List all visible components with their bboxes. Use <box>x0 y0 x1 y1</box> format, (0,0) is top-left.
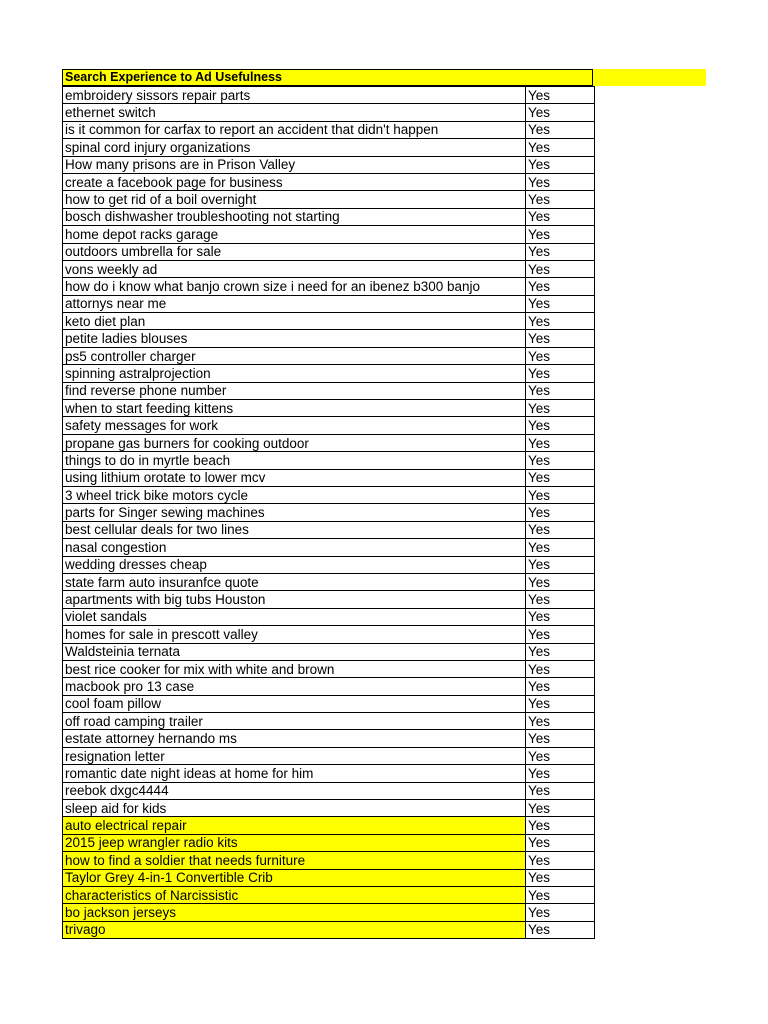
answer-cell[interactable]: Yes <box>526 417 595 434</box>
query-cell[interactable]: characteristics of Narcissistic <box>63 886 526 903</box>
answer-cell[interactable]: Yes <box>526 139 595 156</box>
table-row <box>63 869 595 886</box>
answer-cell[interactable]: Yes <box>526 486 595 503</box>
answer-cell[interactable]: Yes <box>526 678 595 695</box>
table-row <box>63 852 595 869</box>
table-row <box>63 713 595 730</box>
table-row <box>63 330 595 347</box>
query-cell[interactable]: parts for Singer sewing machines <box>63 504 526 521</box>
table-row <box>63 556 595 573</box>
table-row <box>63 139 595 156</box>
answer-cell[interactable]: Yes <box>526 643 595 660</box>
answer-cell[interactable]: Yes <box>526 817 595 834</box>
answer-cell[interactable]: Yes <box>526 243 595 260</box>
query-cell[interactable]: attornys near me <box>63 295 526 312</box>
query-cell[interactable]: create a facebook page for business <box>63 173 526 190</box>
table-row <box>63 208 595 225</box>
answer-cell[interactable]: Yes <box>526 573 595 590</box>
query-cell[interactable]: estate attorney hernando ms <box>63 730 526 747</box>
header-highlight-extension <box>593 69 706 86</box>
table-row <box>63 886 595 903</box>
answer-cell[interactable]: Yes <box>526 295 595 312</box>
answer-cell[interactable]: Yes <box>526 765 595 782</box>
query-cell[interactable]: best cellular deals for two lines <box>63 521 526 538</box>
answer-cell[interactable]: Yes <box>526 173 595 190</box>
table-row <box>63 486 595 503</box>
table-row <box>63 904 595 921</box>
table-row <box>63 608 595 625</box>
table-row <box>63 243 595 260</box>
table-row <box>63 782 595 799</box>
answer-cell[interactable]: Yes <box>526 660 595 677</box>
query-cell[interactable]: embroidery sissors repair parts <box>63 87 526 104</box>
query-cell[interactable]: is it common for carfax to report an accident that didn't happen <box>63 121 526 138</box>
query-cell[interactable]: how to find a soldier that needs furniture <box>63 852 526 869</box>
answer-cell[interactable]: Yes <box>526 904 595 921</box>
answer-cell[interactable]: Yes <box>526 800 595 817</box>
query-cell[interactable]: ethernet switch <box>63 104 526 121</box>
query-cell[interactable]: trivago <box>63 921 526 938</box>
table-row <box>63 452 595 469</box>
answer-cell[interactable]: Yes <box>526 852 595 869</box>
answer-cell[interactable]: Yes <box>526 452 595 469</box>
answer-cell[interactable]: Yes <box>526 226 595 243</box>
answer-cell[interactable]: Yes <box>526 191 595 208</box>
answer-cell[interactable]: Yes <box>526 608 595 625</box>
answer-cell[interactable]: Yes <box>526 400 595 417</box>
answer-cell[interactable]: Yes <box>526 695 595 712</box>
query-cell[interactable]: propane gas burners for cooking outdoor <box>63 434 526 451</box>
table-row <box>63 626 595 643</box>
table-row <box>63 765 595 782</box>
query-cell[interactable]: petite ladies blouses <box>63 330 526 347</box>
query-cell[interactable]: 2015 jeep wrangler radio kits <box>63 834 526 851</box>
table-row <box>63 156 595 173</box>
query-cell[interactable]: vons weekly ad <box>63 260 526 277</box>
answer-cell[interactable]: Yes <box>526 521 595 538</box>
query-cell[interactable]: nasal congestion <box>63 539 526 556</box>
answer-cell[interactable]: Yes <box>526 347 595 364</box>
query-cell[interactable]: ps5 controller charger <box>63 347 526 364</box>
query-cell[interactable]: How many prisons are in Prison Valley <box>63 156 526 173</box>
query-table <box>62 86 595 939</box>
query-cell[interactable]: bosch dishwasher troubleshooting not starting <box>63 208 526 225</box>
table-row <box>63 539 595 556</box>
answer-cell[interactable]: Yes <box>526 886 595 903</box>
query-cell[interactable]: homes for sale in prescott valley <box>63 626 526 643</box>
answer-cell[interactable]: Yes <box>526 313 595 330</box>
header-row <box>62 69 706 86</box>
answer-cell[interactable]: Yes <box>526 591 595 608</box>
table-row <box>63 260 595 277</box>
query-cell[interactable]: how to get rid of a boil overnight <box>63 191 526 208</box>
answer-cell[interactable]: Yes <box>526 730 595 747</box>
query-cell[interactable]: how do i know what banjo crown size i need for an ibenez b300 banjo <box>63 278 526 295</box>
table-row <box>63 643 595 660</box>
table-row <box>63 347 595 364</box>
spreadsheet <box>62 69 706 939</box>
query-cell[interactable]: find reverse phone number <box>63 382 526 399</box>
query-cell[interactable]: things to do in myrtle beach <box>63 452 526 469</box>
answer-cell[interactable]: Yes <box>526 469 595 486</box>
table-row <box>63 817 595 834</box>
query-cell[interactable]: state farm auto insuranfce quote <box>63 573 526 590</box>
query-cell[interactable]: bo jackson jerseys <box>63 904 526 921</box>
query-cell[interactable]: spinning astralprojection <box>63 365 526 382</box>
table-row <box>63 695 595 712</box>
table-row <box>63 417 595 434</box>
query-cell[interactable]: spinal cord injury organizations <box>63 139 526 156</box>
query-cell[interactable]: resignation letter <box>63 747 526 764</box>
answer-cell[interactable]: Yes <box>526 260 595 277</box>
answer-cell[interactable]: Yes <box>526 713 595 730</box>
answer-cell[interactable]: Yes <box>526 504 595 521</box>
table-row <box>63 747 595 764</box>
query-cell[interactable]: auto electrical repair <box>63 817 526 834</box>
query-cell[interactable]: sleep aid for kids <box>63 800 526 817</box>
query-cell[interactable]: using lithium orotate to lower mcv <box>63 469 526 486</box>
table-row <box>63 87 595 104</box>
table-row <box>63 191 595 208</box>
table-row <box>63 365 595 382</box>
answer-cell[interactable]: Yes <box>526 208 595 225</box>
table-row <box>63 591 595 608</box>
query-cell[interactable]: romantic date night ideas at home for him <box>63 765 526 782</box>
answer-cell[interactable]: Yes <box>526 434 595 451</box>
table-row <box>63 313 595 330</box>
query-cell[interactable]: Taylor Grey 4-in-1 Convertible Crib <box>63 869 526 886</box>
answer-cell[interactable]: Yes <box>526 156 595 173</box>
query-cell[interactable]: when to start feeding kittens <box>63 400 526 417</box>
query-cell[interactable]: home depot racks garage <box>63 226 526 243</box>
answer-cell[interactable]: Yes <box>526 556 595 573</box>
answer-cell[interactable]: Yes <box>526 921 595 938</box>
answer-cell[interactable]: Yes <box>526 382 595 399</box>
query-cell[interactable]: 3 wheel trick bike motors cycle <box>63 486 526 503</box>
answer-cell[interactable]: Yes <box>526 330 595 347</box>
answer-cell[interactable]: Yes <box>526 121 595 138</box>
query-cell[interactable]: Waldsteinia ternata <box>63 643 526 660</box>
table-row <box>63 173 595 190</box>
query-cell[interactable]: apartments with big tubs Houston <box>63 591 526 608</box>
answer-cell[interactable]: Yes <box>526 278 595 295</box>
answer-cell[interactable]: Yes <box>526 747 595 764</box>
query-cell[interactable]: reebok dxgc4444 <box>63 782 526 799</box>
table-row <box>63 834 595 851</box>
answer-cell[interactable]: Yes <box>526 365 595 382</box>
table-row <box>63 104 595 121</box>
table-row <box>63 400 595 417</box>
table-row <box>63 521 595 538</box>
table-row <box>63 678 595 695</box>
query-cell[interactable]: keto diet plan <box>63 313 526 330</box>
answer-cell[interactable]: Yes <box>526 104 595 121</box>
table-row <box>63 295 595 312</box>
table-row <box>63 660 595 677</box>
table-row <box>63 434 595 451</box>
answer-cell[interactable]: Yes <box>526 869 595 886</box>
query-cell[interactable]: cool foam pillow <box>63 695 526 712</box>
table-row <box>63 382 595 399</box>
table-row <box>63 921 595 938</box>
answer-cell[interactable]: Yes <box>526 626 595 643</box>
query-cell[interactable]: best rice cooker for mix with white and brown <box>63 660 526 677</box>
table-row <box>63 278 595 295</box>
table-row <box>63 573 595 590</box>
query-cell[interactable]: wedding dresses cheap <box>63 556 526 573</box>
query-cell[interactable]: violet sandals <box>63 608 526 625</box>
table-row <box>63 730 595 747</box>
answer-cell[interactable]: Yes <box>526 87 595 104</box>
table-row <box>63 800 595 817</box>
answer-cell[interactable]: Yes <box>526 782 595 799</box>
table-row <box>63 226 595 243</box>
table-row <box>63 469 595 486</box>
query-cell[interactable]: safety messages for work <box>63 417 526 434</box>
table-row <box>63 504 595 521</box>
query-cell[interactable]: macbook pro 13 case <box>63 678 526 695</box>
table-row <box>63 121 595 138</box>
query-cell[interactable]: off road camping trailer <box>63 713 526 730</box>
query-cell[interactable]: outdoors umbrella for sale <box>63 243 526 260</box>
answer-cell[interactable]: Yes <box>526 539 595 556</box>
sheet-title[interactable]: Search Experience to Ad Usefulness <box>62 69 593 86</box>
answer-cell[interactable]: Yes <box>526 834 595 851</box>
